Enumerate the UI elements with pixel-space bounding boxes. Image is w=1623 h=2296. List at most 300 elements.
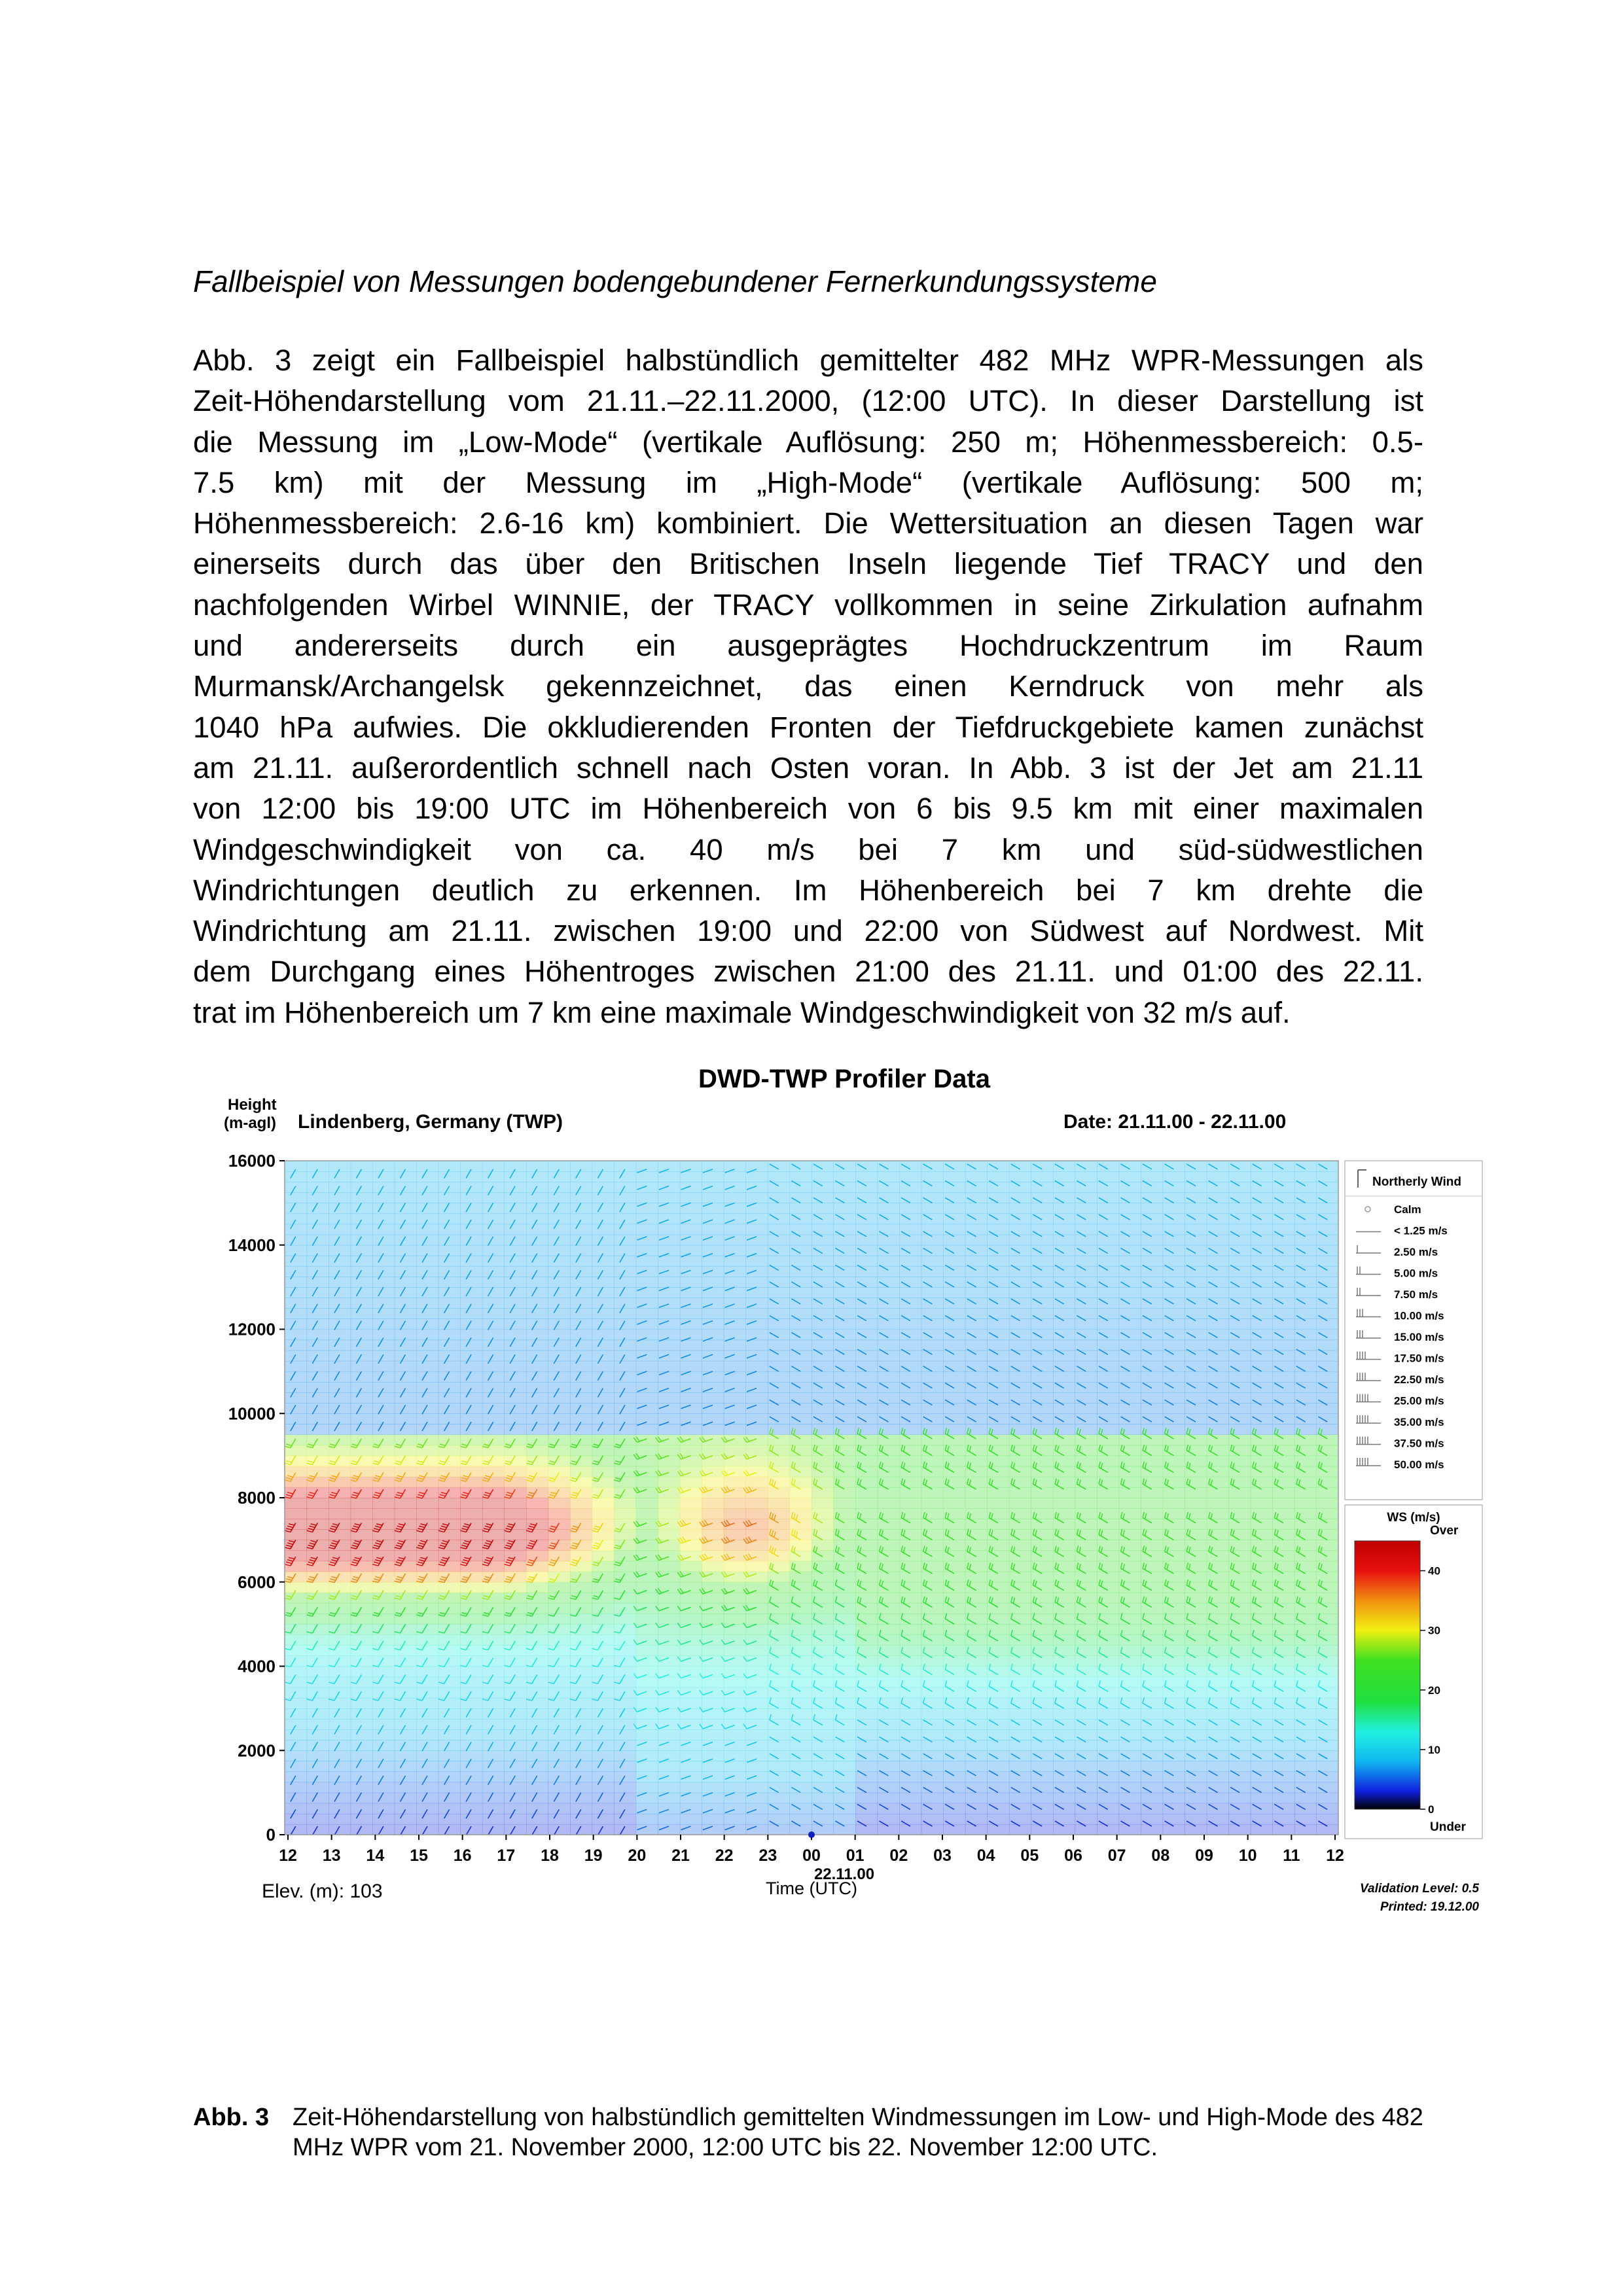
ws-cell <box>812 1413 834 1424</box>
ws-cell <box>526 1245 548 1256</box>
ws-cell <box>1141 1287 1163 1298</box>
ws-cell <box>987 1266 1009 1277</box>
ws-cell <box>1317 1793 1339 1804</box>
ws-cell <box>965 1498 988 1509</box>
ws-cell <box>724 1677 746 1688</box>
ws-cell <box>504 1203 526 1214</box>
ws-cell <box>745 1603 768 1614</box>
ws-cell <box>614 1308 636 1319</box>
ws-cell <box>1053 1308 1075 1319</box>
ws-cell <box>1294 1687 1317 1699</box>
ws-cell <box>395 1245 417 1256</box>
ws-cell <box>416 1719 438 1730</box>
ws-cell <box>1272 1277 1294 1288</box>
ws-cell <box>526 1740 548 1751</box>
ws-cell <box>1009 1445 1031 1457</box>
ws-cell <box>1141 1750 1163 1761</box>
ws-cell <box>812 1687 834 1699</box>
ws-cell <box>351 1793 373 1804</box>
ws-cell <box>965 1698 988 1709</box>
ws-cell <box>1317 1498 1339 1509</box>
ws-cell <box>307 1287 329 1298</box>
ws-cell <box>416 1687 438 1699</box>
ws-cell <box>702 1445 724 1457</box>
ws-cell <box>855 1161 878 1172</box>
ws-cell <box>372 1761 395 1772</box>
ws-cell <box>1119 1498 1141 1509</box>
ws-cell <box>943 1771 965 1782</box>
ws-cell <box>812 1729 834 1740</box>
ws-cell <box>372 1814 395 1825</box>
ws-cell <box>504 1235 526 1246</box>
ws-cell <box>834 1361 856 1372</box>
ws-cell <box>855 1729 878 1740</box>
ws-cell <box>1119 1171 1141 1182</box>
ws-cell <box>526 1266 548 1277</box>
ws-cell <box>745 1677 768 1688</box>
ws-cell <box>351 1519 373 1530</box>
paragraph-line: Windrichtungen deutlich zu erkennen. Im Höhenbereich bei 7 km drehte die <box>193 873 1423 907</box>
ws-cell <box>1053 1477 1075 1488</box>
ws-cell <box>790 1561 812 1572</box>
ws-cell <box>1163 1582 1185 1593</box>
ws-cell <box>351 1161 373 1172</box>
ws-cell <box>855 1287 878 1298</box>
ws-cell <box>1272 1761 1294 1772</box>
ws-cell <box>307 1424 329 1435</box>
ws-cell <box>1228 1750 1251 1761</box>
ws-cell <box>878 1308 900 1319</box>
ws-cell <box>438 1814 461 1825</box>
ws-cell <box>570 1824 592 1835</box>
ws-cell <box>921 1645 944 1656</box>
ws-cell <box>812 1582 834 1593</box>
ws-cell <box>658 1519 680 1530</box>
ws-cell <box>1163 1729 1185 1740</box>
ws-cell <box>438 1266 461 1277</box>
ws-cell <box>351 1667 373 1678</box>
ws-cell <box>855 1351 878 1362</box>
ws-cell <box>614 1182 636 1193</box>
ws-cell <box>351 1655 373 1667</box>
ws-cell <box>1097 1182 1119 1193</box>
ws-cell <box>1141 1351 1163 1362</box>
ws-cell <box>416 1171 438 1182</box>
ws-cell <box>460 1771 482 1782</box>
ws-cell <box>482 1519 505 1530</box>
ws-cell <box>878 1351 900 1362</box>
ws-cell <box>878 1771 900 1782</box>
ws-cell <box>1119 1814 1141 1825</box>
ws-cell <box>1185 1171 1207 1182</box>
ws-cell <box>790 1708 812 1720</box>
ws-cell <box>482 1330 505 1341</box>
ws-cell <box>1009 1351 1031 1362</box>
ws-cell <box>416 1351 438 1362</box>
ws-cell <box>372 1603 395 1614</box>
ws-cell <box>1207 1371 1229 1383</box>
ws-cell <box>460 1224 482 1235</box>
ws-cell <box>921 1603 944 1614</box>
ws-cell <box>745 1351 768 1362</box>
ws-cell <box>1207 1793 1229 1804</box>
ws-cell <box>855 1750 878 1761</box>
ws-cell <box>285 1308 307 1319</box>
ws-cell <box>570 1308 592 1319</box>
ws-cell <box>1163 1277 1185 1288</box>
ws-cell <box>438 1824 461 1835</box>
ws-cell <box>592 1667 615 1678</box>
ws-cell <box>812 1245 834 1256</box>
ws-cell <box>526 1698 548 1709</box>
ws-cell <box>1228 1645 1251 1656</box>
ws-cell <box>504 1298 526 1309</box>
ws-cell <box>1163 1687 1185 1699</box>
ws-cell <box>438 1214 461 1225</box>
ws-cell <box>1294 1245 1317 1256</box>
ws-cell <box>1141 1793 1163 1804</box>
ws-cell <box>592 1361 615 1372</box>
ws-cell <box>1207 1750 1229 1761</box>
ws-cell <box>285 1382 307 1393</box>
ws-cell <box>416 1529 438 1540</box>
ws-cell <box>482 1687 505 1699</box>
ws-cell <box>658 1729 680 1740</box>
ws-cell <box>504 1266 526 1277</box>
ws-cell <box>592 1434 615 1445</box>
ws-cell <box>724 1729 746 1740</box>
ws-cell <box>812 1771 834 1782</box>
ws-cell <box>1163 1771 1185 1782</box>
ws-cell <box>372 1277 395 1288</box>
ws-cell <box>921 1361 944 1372</box>
ws-cell <box>329 1498 351 1509</box>
ws-cell <box>790 1498 812 1509</box>
ws-cell <box>504 1519 526 1530</box>
ws-cell <box>1163 1192 1185 1203</box>
ws-cell <box>372 1371 395 1383</box>
ws-cell <box>592 1771 615 1782</box>
ws-cell <box>965 1782 988 1793</box>
ws-cell <box>504 1677 526 1688</box>
ws-cell <box>548 1171 571 1182</box>
ws-cell <box>1272 1203 1294 1214</box>
ws-cell <box>329 1277 351 1288</box>
ws-cell <box>658 1645 680 1656</box>
ws-cell <box>438 1803 461 1814</box>
ws-cell <box>1097 1750 1119 1761</box>
ws-cell <box>1009 1392 1031 1404</box>
ws-cell <box>1097 1687 1119 1699</box>
ws-cell <box>1009 1245 1031 1256</box>
ws-cell <box>745 1371 768 1383</box>
ws-cell <box>790 1519 812 1530</box>
ws-cell <box>724 1340 746 1351</box>
ws-cell <box>768 1182 790 1193</box>
ws-cell <box>526 1392 548 1404</box>
ws-cell <box>329 1677 351 1688</box>
ws-cell <box>504 1192 526 1203</box>
ws-cell <box>1031 1171 1053 1182</box>
ws-cell <box>965 1340 988 1351</box>
ws-cell <box>329 1361 351 1372</box>
ws-cell <box>899 1224 921 1235</box>
ws-cell <box>1228 1308 1251 1319</box>
ws-cell <box>1228 1729 1251 1740</box>
ws-cell <box>1294 1182 1317 1193</box>
ws-cell <box>1075 1771 1097 1782</box>
ws-cell <box>987 1582 1009 1593</box>
ws-cell <box>745 1413 768 1424</box>
ws-cell <box>1075 1434 1097 1445</box>
ws-cell <box>307 1308 329 1319</box>
ws-cell <box>702 1392 724 1404</box>
paragraph-line: die Messung im „Low-Mode“ (vertikale Auflösung: 250 m; Höhenmessbereich: 0.5- <box>193 425 1423 459</box>
ws-cell <box>834 1771 856 1782</box>
ws-cell <box>548 1582 571 1593</box>
ws-cell <box>438 1740 461 1751</box>
ws-cell <box>614 1371 636 1383</box>
ws-cell <box>1163 1256 1185 1267</box>
ws-cell <box>372 1245 395 1256</box>
ws-cell <box>614 1508 636 1519</box>
ws-cell <box>1294 1340 1317 1351</box>
ws-cell <box>768 1708 790 1720</box>
ws-cell <box>482 1508 505 1519</box>
ws-cell <box>372 1424 395 1435</box>
ws-cell <box>329 1771 351 1782</box>
ws-cell <box>526 1634 548 1646</box>
ws-cell <box>526 1192 548 1203</box>
ws-cell <box>790 1266 812 1277</box>
ws-cell <box>592 1572 615 1583</box>
ws-cell <box>680 1498 702 1509</box>
ws-cell <box>482 1782 505 1793</box>
ws-cell <box>899 1361 921 1372</box>
ws-cell <box>438 1582 461 1593</box>
ws-cell <box>372 1677 395 1688</box>
ws-cell <box>372 1793 395 1804</box>
ws-cell <box>921 1171 944 1182</box>
ws-cell <box>790 1351 812 1362</box>
ws-cell <box>724 1529 746 1540</box>
ws-cell <box>460 1593 482 1604</box>
ws-cell <box>460 1687 482 1699</box>
ws-cell <box>351 1224 373 1235</box>
ws-cell <box>372 1171 395 1182</box>
ws-cell <box>1119 1371 1141 1383</box>
ws-cell <box>372 1771 395 1782</box>
ws-cell <box>878 1519 900 1530</box>
ws-cell <box>504 1382 526 1393</box>
ws-cell <box>899 1793 921 1804</box>
ws-cell <box>790 1614 812 1625</box>
ws-cell <box>834 1224 856 1235</box>
ws-cell <box>834 1540 856 1551</box>
ws-cell <box>834 1687 856 1699</box>
ws-cell <box>526 1256 548 1267</box>
ws-cell <box>285 1340 307 1351</box>
ws-cell <box>965 1361 988 1372</box>
ws-cell <box>834 1761 856 1772</box>
ws-cell <box>636 1192 658 1203</box>
ws-cell <box>307 1245 329 1256</box>
ws-cell <box>592 1330 615 1341</box>
ws-cell <box>680 1256 702 1267</box>
ws-cell <box>351 1382 373 1393</box>
ws-cell <box>899 1392 921 1404</box>
ws-cell <box>285 1235 307 1246</box>
ws-cell <box>834 1456 856 1467</box>
ws-cell <box>790 1287 812 1298</box>
ws-cell <box>834 1256 856 1267</box>
ws-cell <box>526 1298 548 1309</box>
ws-cell <box>1272 1782 1294 1793</box>
ws-cell <box>1075 1540 1097 1551</box>
ws-cell <box>680 1287 702 1298</box>
ws-cell <box>351 1750 373 1761</box>
ws-cell <box>636 1330 658 1341</box>
ws-cell <box>1185 1351 1207 1362</box>
ws-cell <box>1294 1308 1317 1319</box>
ws-cell <box>351 1192 373 1203</box>
ws-cell <box>855 1392 878 1404</box>
ws-cell <box>526 1308 548 1319</box>
ws-cell <box>855 1477 878 1488</box>
ws-cell <box>1185 1771 1207 1782</box>
ws-cell <box>745 1498 768 1509</box>
ws-cell <box>855 1266 878 1277</box>
ws-cell <box>1119 1203 1141 1214</box>
ws-cell <box>899 1351 921 1362</box>
ws-cell <box>965 1456 988 1467</box>
ws-cell <box>1228 1203 1251 1214</box>
ws-cell <box>1185 1793 1207 1804</box>
ws-cell <box>307 1708 329 1720</box>
ws-cell <box>526 1603 548 1614</box>
ws-cell <box>438 1203 461 1214</box>
ws-cell <box>680 1371 702 1383</box>
ws-cell <box>460 1308 482 1319</box>
ws-cell <box>1097 1708 1119 1720</box>
ws-cell <box>658 1434 680 1445</box>
ws-cell <box>460 1814 482 1825</box>
ws-cell <box>1207 1624 1229 1635</box>
ws-cell <box>1317 1729 1339 1740</box>
ws-cell <box>592 1256 615 1267</box>
ws-cell <box>482 1719 505 1730</box>
ws-cell <box>899 1614 921 1625</box>
ws-cell <box>614 1318 636 1330</box>
ws-cell <box>1294 1161 1317 1172</box>
ws-cell <box>592 1634 615 1646</box>
ws-cell <box>943 1371 965 1383</box>
profiler-figure <box>196 1053 1492 1917</box>
ws-cell <box>1185 1624 1207 1635</box>
ws-cell <box>812 1708 834 1720</box>
ws-cell <box>504 1593 526 1604</box>
ws-cell <box>1009 1750 1031 1761</box>
ws-cell <box>1228 1561 1251 1572</box>
ws-cell <box>285 1498 307 1509</box>
ws-cell <box>987 1361 1009 1372</box>
ws-cell <box>899 1434 921 1445</box>
ws-cell <box>1053 1561 1075 1572</box>
ws-cell <box>460 1245 482 1256</box>
ws-cell <box>504 1750 526 1761</box>
ws-cell <box>1185 1340 1207 1351</box>
ws-cell <box>1272 1729 1294 1740</box>
ws-cell <box>812 1477 834 1488</box>
ws-cell <box>592 1392 615 1404</box>
ws-cell <box>1207 1540 1229 1551</box>
ws-cell <box>943 1182 965 1193</box>
ws-cell <box>614 1645 636 1656</box>
ws-cell <box>1163 1750 1185 1761</box>
ws-cell <box>768 1192 790 1203</box>
ws-cell <box>1317 1519 1339 1530</box>
ws-cell <box>526 1403 548 1414</box>
ws-cell <box>1031 1687 1053 1699</box>
ws-cell <box>307 1318 329 1330</box>
ws-cell <box>636 1698 658 1709</box>
ws-cell <box>790 1413 812 1424</box>
ws-cell <box>834 1287 856 1298</box>
ws-cell <box>1097 1413 1119 1424</box>
ws-cell <box>1251 1434 1273 1445</box>
ws-cell <box>482 1614 505 1625</box>
ws-cell <box>702 1677 724 1688</box>
ws-cell <box>1228 1256 1251 1267</box>
ws-cell <box>1228 1519 1251 1530</box>
ws-cell <box>482 1434 505 1445</box>
ws-cell <box>745 1761 768 1772</box>
ws-cell <box>812 1793 834 1804</box>
ws-cell <box>834 1203 856 1214</box>
ws-cell <box>834 1171 856 1182</box>
ws-cell <box>504 1782 526 1793</box>
ws-cell <box>1272 1287 1294 1298</box>
ws-cell <box>680 1487 702 1498</box>
ws-cell <box>372 1203 395 1214</box>
ws-cell <box>438 1403 461 1414</box>
ws-cell <box>1185 1256 1207 1267</box>
ws-cell <box>1294 1371 1317 1383</box>
ws-cell <box>1097 1582 1119 1593</box>
ws-cell <box>1317 1330 1339 1341</box>
ws-cell <box>745 1318 768 1330</box>
ws-cell <box>285 1287 307 1298</box>
ws-cell <box>921 1192 944 1203</box>
ws-cell <box>285 1403 307 1414</box>
ws-cell <box>855 1171 878 1182</box>
ws-cell <box>416 1340 438 1351</box>
ws-cell <box>1097 1371 1119 1383</box>
ws-cell <box>878 1371 900 1383</box>
ws-cell <box>1075 1171 1097 1182</box>
ws-cell <box>1075 1698 1097 1709</box>
ws-cell <box>965 1687 988 1699</box>
ws-cell <box>921 1782 944 1793</box>
ws-cell <box>878 1182 900 1193</box>
ws-cell <box>548 1782 571 1793</box>
ws-cell <box>943 1413 965 1424</box>
ws-cell <box>548 1371 571 1383</box>
ws-cell <box>1119 1750 1141 1761</box>
ws-cell <box>570 1424 592 1435</box>
ws-cell <box>812 1645 834 1656</box>
ws-cell <box>834 1277 856 1288</box>
